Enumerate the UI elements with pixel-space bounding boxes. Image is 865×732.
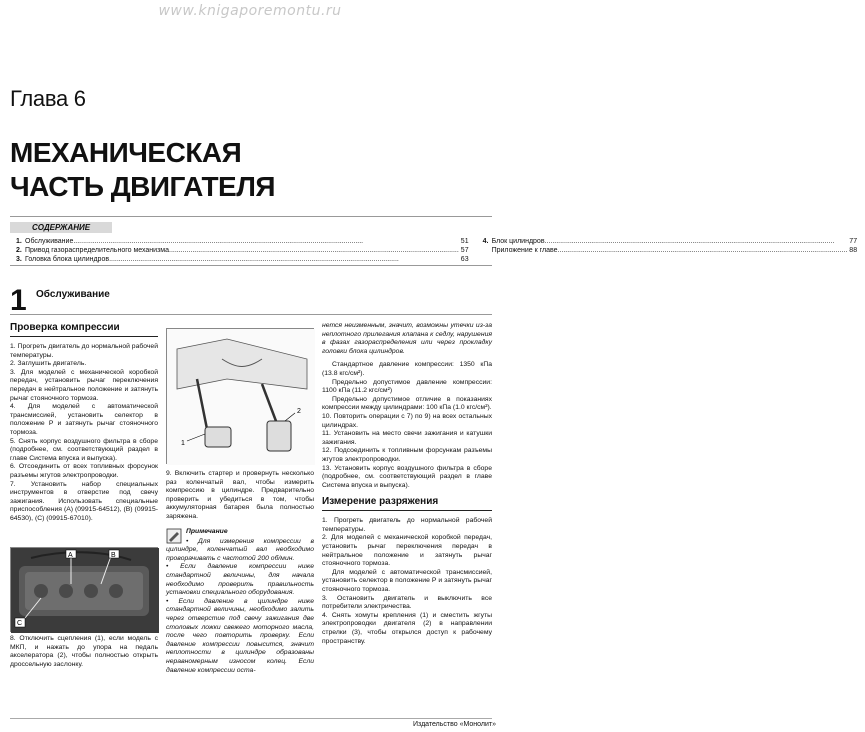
step-9: 9. Включить стартер и провернуть несколько раз коленчатый вал, чтобы измерить компрессию в цилиндре. Предварительно проверить и убедиться в том, чтобы аккумуляторная батарея была полностью заряжена.	[166, 470, 314, 520]
right-column	[322, 322, 492, 646]
step-8: 8. Отключить сцепления (1), если модель с МКП, и нажать до упора на педаль акселератора (2), чтобы полностью открыть дроссельную заслонку.	[10, 635, 158, 668]
step: 2. Для моделей с механической коробкой передач, установить рычаг переключения передач в нейтральное положение и затянуть рычаг стояночного тормоза.	[322, 534, 492, 568]
middle-column	[166, 470, 314, 522]
step: 2. Заглушить двигатель.	[10, 360, 87, 368]
section-number: 1	[10, 284, 27, 317]
step: 7. Установить набор специальных инструментов в отверстие под свечу зажигания. Использовать специальные приспособления (A) (09915-64512), (B) (09915-64530), (C) (09915-67010).	[10, 480, 158, 522]
step: 13. Установить корпус воздушного фильтра в сборе (подробнее, см. соответствующий раздел в главе Система впуска и выпуска).	[322, 464, 492, 489]
compression-heading: Проверка компрессии	[10, 322, 158, 337]
toc-item[interactable]: 1. Обслуживание ..... 51	[16, 237, 469, 246]
toc-item[interactable]: Приложение к главе ..... 88	[483, 246, 858, 255]
chapter-label: Глава 6	[10, 86, 86, 111]
note-block	[166, 528, 314, 675]
vacuum-heading: Измерение разряжения	[322, 496, 492, 511]
chapter-title-line1: МЕХАНИЧЕСКАЯ	[10, 137, 242, 168]
toc-item[interactable]: 4. Блок цилиндров ..... 77	[483, 237, 858, 246]
engine-illustration	[11, 548, 159, 633]
table-of-contents	[10, 216, 858, 266]
note-icon	[166, 528, 182, 544]
note-bullet: • Для измерения компрессии в цилиндре, коленчатый вал необходимо проворачивать с частотой 200 об/мин.	[166, 537, 314, 562]
step: 5. Снять корпус воздушного фильтра в сборе (подробнее, см. соответствующий раздел в главе Система впуска и выпуска).	[10, 437, 158, 462]
step: 4. Снять хомуты крепления (1) и сместить жгуты электропроводки двигателя (2) в направлении стрелки (3), чтобы открылся доступ к рабочему пространству.	[322, 611, 492, 645]
step: 3. Для моделей с механической коробкой передач, установить рычаг переключения передач в нейтральное положение и затянуть рычаг стояночного тормоза.	[10, 368, 158, 402]
step: 10. Повторить операции с 7) по 9) на всех остальных цилиндрах.	[322, 412, 492, 429]
note-bullet: • Если давление в цилиндре ниже стандартной величины, необходимо залить через отверстие под свечу зажигания две столовых ложки свежего моторного масла, после чего повторить проверку. Если давление компрессии повысится, значит неплотности в цилиндре образованы неравномерным износом колец. Если давление компрессии оста-	[166, 597, 314, 674]
chapter-title	[10, 136, 275, 204]
step: 11. Установить на место свечи зажигания и катушки зажигания.	[322, 430, 492, 446]
note-title: Примечание	[186, 528, 228, 535]
note-bullet: • Если давление компрессии ниже стандартной величины, для начала необходимо проверить правильность установки специального оборудования.	[166, 563, 314, 597]
pedal-figure	[166, 328, 314, 464]
toc-right-column	[477, 237, 865, 264]
step: 6. Отсоединить от всех топливных форсунок разъемы жгутов электропроводки.	[10, 463, 158, 479]
left-column	[10, 322, 158, 523]
watermark: www.knigaporemontu.ru	[158, 3, 342, 19]
toc-heading: СОДЕРЖАНИЕ	[10, 222, 112, 233]
fig-label-a: A	[68, 552, 73, 559]
min-pressure: Предельно допустимое давление компрессии: 1100 кПа (11.2 кгс/см²)	[322, 378, 492, 395]
fig-label-2: 2	[297, 408, 301, 415]
std-pressure: Стандартное давление компрессии: 1350 кПа (13.8 кгс/см²).	[322, 361, 492, 377]
chapter-title-line2: ЧАСТЬ ДВИГАТЕЛЯ	[10, 171, 276, 202]
engine-figure	[10, 547, 158, 632]
step: 4. Для моделей с автоматической трансмиссией, установить селектор в положение P и затянуть рычаг стояночного тормоза.	[10, 403, 158, 436]
fig-label-b: B	[111, 552, 116, 559]
toc-left-column	[10, 237, 477, 264]
step: 1. Прогреть двигатель до нормальной рабочей температуры.	[10, 343, 159, 359]
fig-label-1: 1	[181, 440, 185, 447]
fig-label-c: C	[17, 620, 23, 627]
pedal-illustration	[167, 329, 315, 465]
step: 3. Остановить двигатель и выключить все потребители электричества.	[322, 594, 492, 611]
toc-item[interactable]: 3. Головка блока цилиндров ..... 63	[16, 255, 469, 264]
step: 1. Прогреть двигатель до нормальной рабочей температуры.	[322, 517, 492, 533]
max-difference: Предельно допустимое отличие в показаниях компрессии между цилиндрами: 100 кПа (1.0 кгс/см²).	[322, 395, 492, 412]
publisher: Издательство «Монолит»	[412, 721, 496, 728]
step: 12. Подсоединить к топливным форсункам разъемы жгутов электропроводки.	[322, 447, 492, 463]
toc-item[interactable]: 2. Привод газораспределительного механизма ..... 57	[16, 246, 469, 255]
step: Для моделей с автоматической трансмиссией, установить селектор в положение P и затянуть рычаг стояночного тормоза.	[322, 568, 492, 594]
section-title: Обслуживание	[36, 289, 110, 300]
note-continuation: нется неизменным, значит, возможны утечки из-за неплотного прилегания клапана к седлу, нарушения в фазах газораспределения или через прокладку головки блока цилиндров.	[322, 322, 492, 355]
